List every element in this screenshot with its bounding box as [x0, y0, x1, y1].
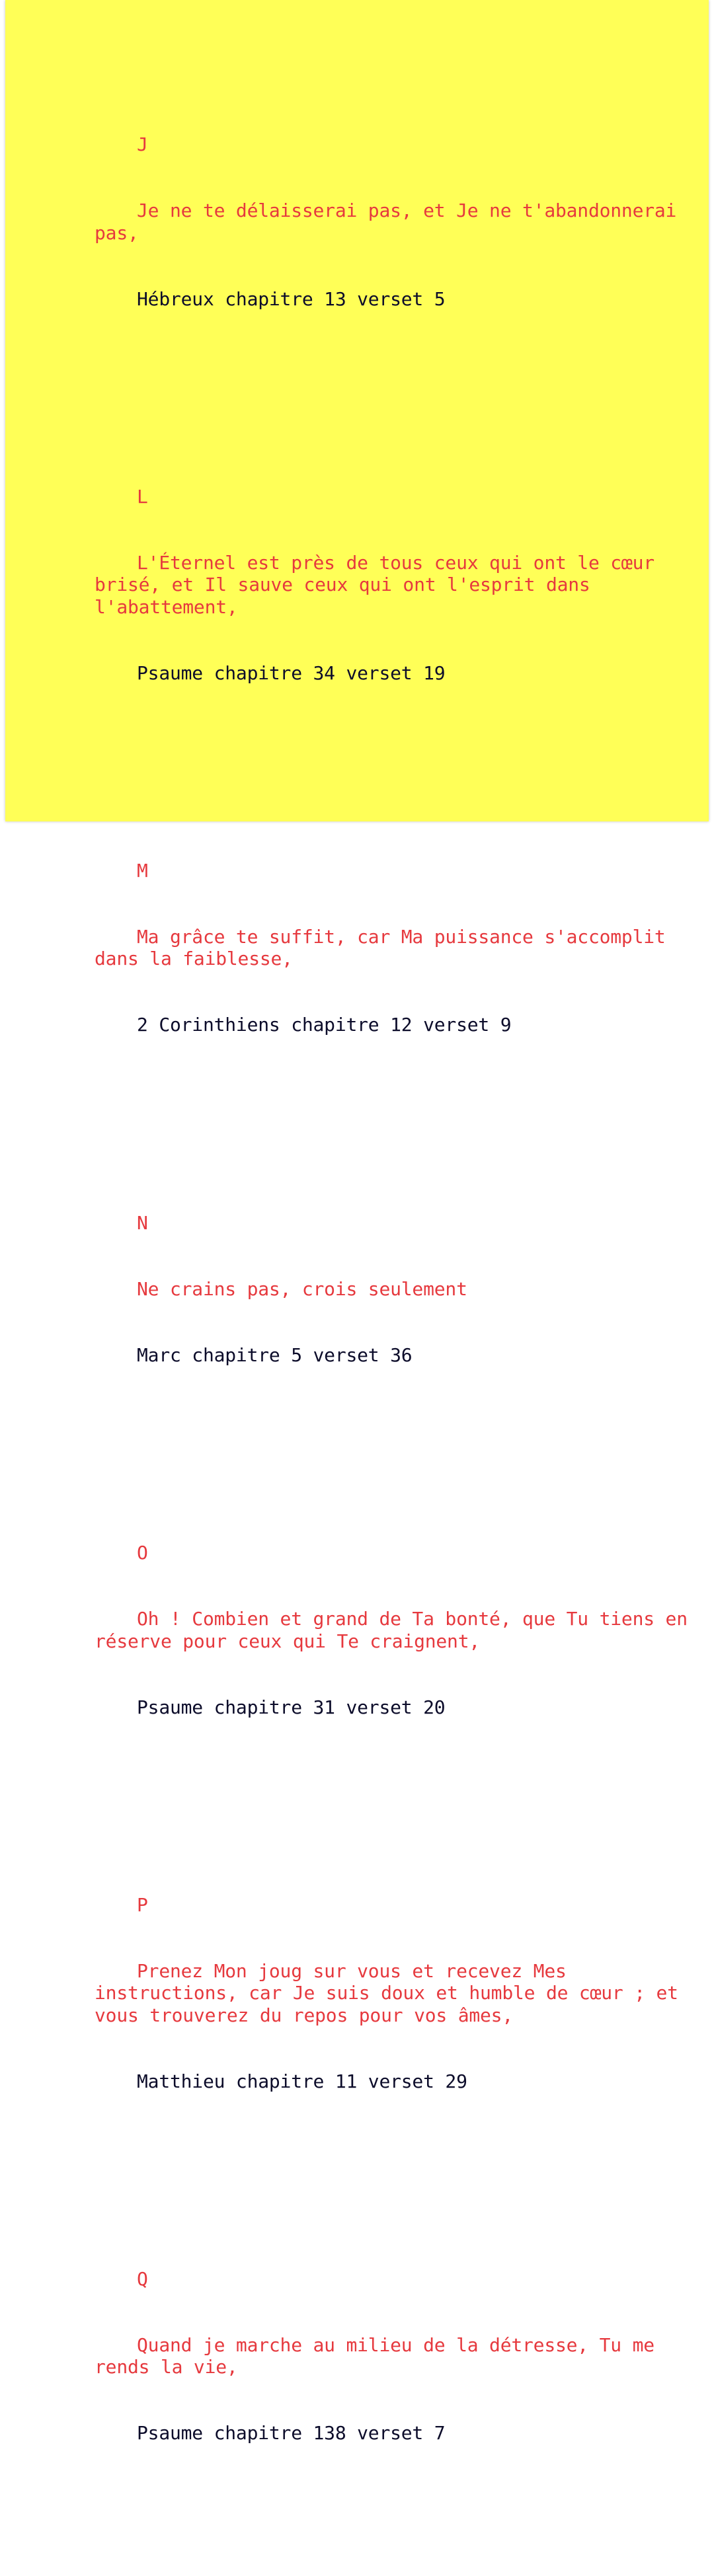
entry-letter: N [137, 1212, 148, 1234]
entry-reference: Psaume chapitre 31 verset 20 [137, 1696, 446, 1718]
entry-verse: Oh ! Combien et grand de Ta bonté, que Tu tiens en réserve pour ceux qui Te craignent, [95, 1608, 699, 1652]
entry-j [95, 90, 690, 354]
entry-reference: Matthieu chapitre 11 verset 29 [137, 2070, 467, 2092]
entry-letter: L [137, 486, 148, 508]
entry-verse: L'Éternel est près de tous ceux qui ont le cœur brisé, et Il sauve ceux qui ont l'esprit dans l'abattement, [95, 552, 666, 618]
verse-list [95, 24, 699, 2576]
entry-letter: J [137, 133, 148, 156]
entry-verse: Prenez Mon joug sur vous et recevez Mes instructions, car Je suis doux et humble de cœur ; et vous trouverez du repos pour vos âmes, [95, 1960, 690, 2026]
entry-letter: O [137, 1542, 148, 1564]
entry-q [95, 2224, 690, 2489]
entry-letter: M [137, 860, 148, 882]
entry-verse: Quand je marche au milieu de la détresse, Tu me rends la vie, [95, 2334, 666, 2378]
entry-reference: Hébreux chapitre 13 verset 5 [137, 287, 446, 310]
entry-reference: Marc chapitre 5 verset 36 [137, 1344, 413, 1366]
entry-verse: Ne crains pas, crois seulement [137, 1277, 467, 1300]
entry-letter: Q [137, 2268, 148, 2291]
entry-letter: P [137, 1894, 148, 1916]
entry-verse: Je ne te délaisserai pas, et Je ne t'abandonnerai pas, [95, 200, 688, 244]
entry-m [95, 816, 690, 1080]
entry-reference: Psaume chapitre 34 verset 19 [137, 662, 446, 684]
entry-verse: Ma grâce te suffit, car Ma puissance s'accomplit dans la faiblesse, [95, 926, 677, 970]
entry-reference: Psaume chapitre 138 verset 7 [137, 2422, 446, 2444]
entry-o [95, 1498, 699, 1762]
entry-l [95, 442, 690, 728]
entry-reference: 2 Corinthiens chapitre 12 verset 9 [137, 1014, 512, 1036]
entry-n [95, 1168, 690, 1410]
document-page [5, 0, 709, 2444]
entry-p [95, 1850, 690, 2137]
